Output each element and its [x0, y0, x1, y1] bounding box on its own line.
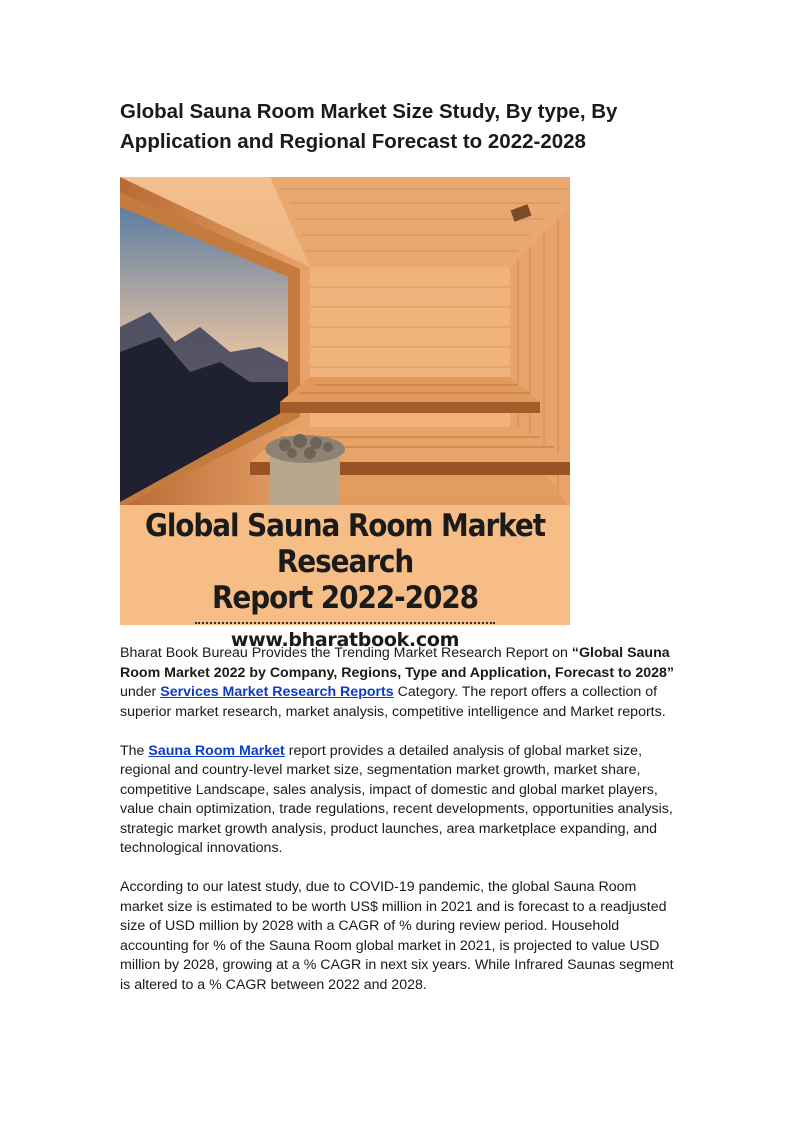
banner-title-line1: Global Sauna Room Market Research	[145, 508, 545, 580]
study-paragraph: According to our latest study, due to COVID-19 pandemic, the global Sauna Room market size is estimated to be worth US$ million in 2021 and is forecast to a readjusted size of USD million by 2028 with a CAGR of % during review period. Household accounting for % of the Sauna Room global market in 2021, is projected to value USD million by 2028, growing at a % CAGR in next six years. While Infrared Saunas segment is altered to a % CAGR between 2022 and 2028.	[120, 879, 674, 993]
banner-divider	[195, 622, 495, 624]
report-banner	[120, 505, 570, 651]
report-cover-image	[120, 177, 570, 651]
page-title: Global Sauna Room Market Size Study, By type, By Application and Regional Forecast to 2022-2028	[120, 100, 618, 153]
report-name-bold: “Global Sauna Room Market 2022 by Company, Regions, Type and Application, Forecast to 2028”	[120, 645, 674, 681]
intro-paragraph	[120, 644, 680, 722]
services-reports-link[interactable]: Services Market Research Reports	[160, 684, 394, 700]
description-text-end: report provides a detailed analysis of global market size, regional and country-level market size, segmentation market growth, market share, competitive Landscape, sales analysis, impact of domestic and global market players, value chain optimization, trade regulations, recent developments, opportunities analysis, strategic market growth analysis, product launches, area marketplace expanding, and technological innovations.	[120, 742, 673, 856]
sauna-room-photo	[120, 177, 570, 507]
market-description-paragraph	[120, 742, 680, 859]
sauna-room-market-link[interactable]: Sauna Room Market	[148, 742, 285, 759]
article-body	[120, 644, 680, 1015]
description-text-start: The	[120, 742, 149, 759]
intro-text-under: under	[120, 684, 161, 700]
banner-url: www.bharatbook.com	[230, 629, 460, 651]
banner-title-line2: Report 2022-2028	[212, 580, 478, 616]
intro-text-start: Bharat Book Bureau Provides the Trending Market Research Report on	[120, 645, 572, 661]
intro-text-end: Category. The report offers a collection of superior market research, market analysis, competitive intelligence and Market reports.	[120, 684, 666, 720]
